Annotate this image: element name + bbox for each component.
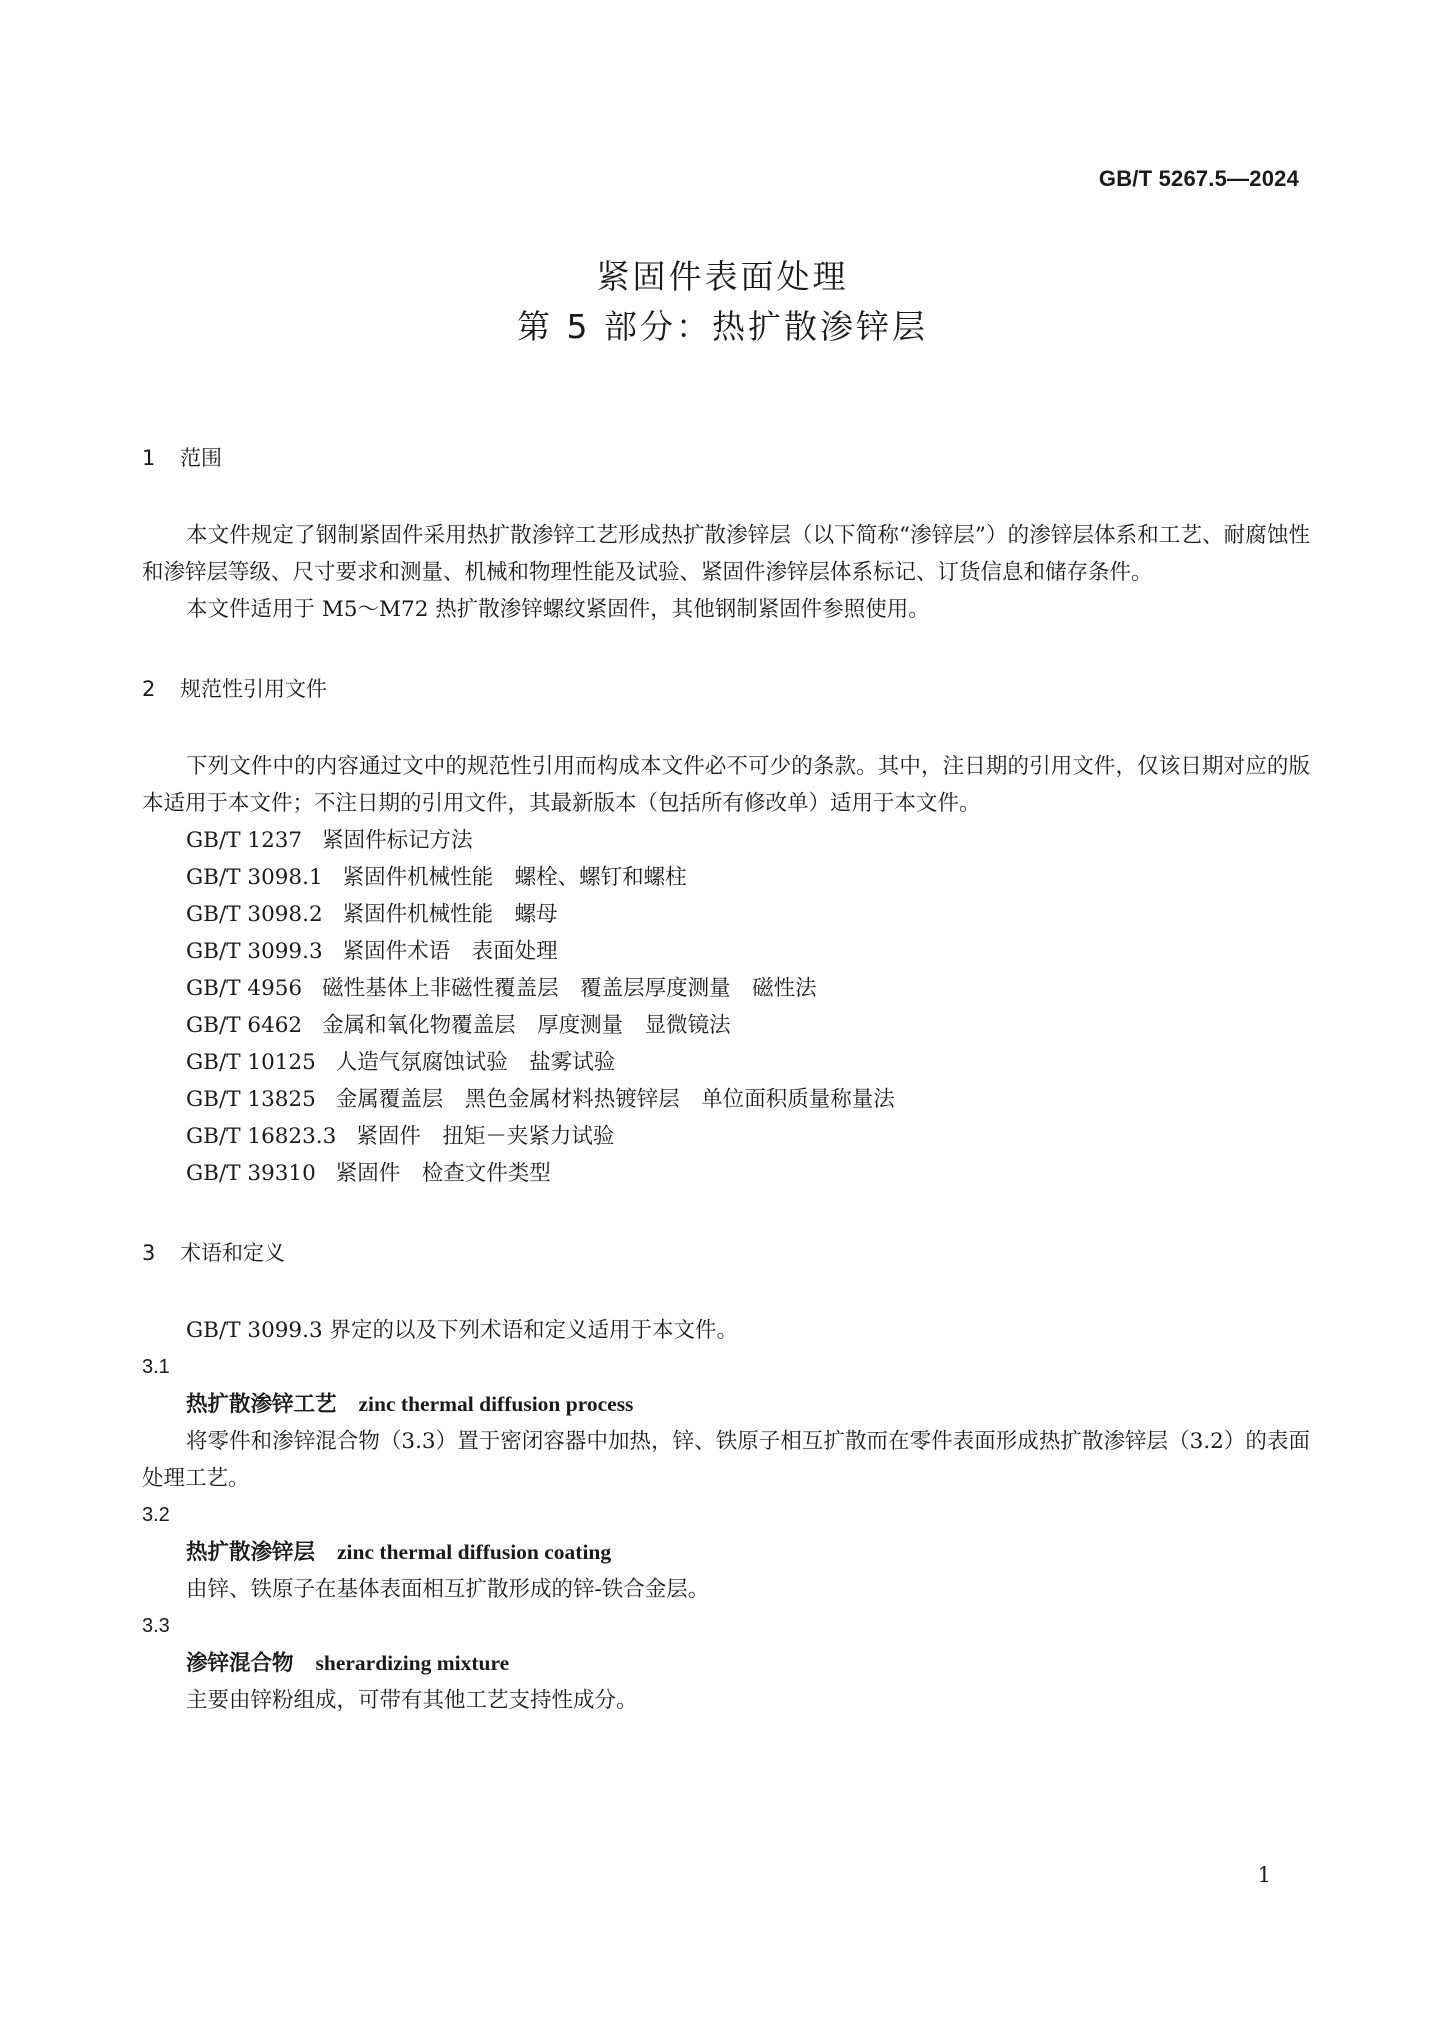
reference-title: 紧固件标记方法 — [322, 828, 473, 853]
title-line-1: 紧固件表面处理 — [596, 257, 849, 296]
reference-code: GB/T 1237 — [186, 828, 303, 853]
section-heading-normative-references — [142, 671, 1310, 708]
term-number: 3.3 — [142, 1615, 170, 1637]
reference-list — [142, 822, 1310, 1192]
reference-title: 紧固件术语 表面处理 — [342, 939, 558, 964]
reference-item — [142, 1118, 1310, 1155]
reference-code: GB/T 3098.2 — [186, 902, 323, 927]
reference-code: GB/T 10125 — [186, 1050, 316, 1075]
reference-item — [142, 1044, 1310, 1081]
section-title: 术语和定义 — [180, 1241, 285, 1265]
reference-item — [142, 1007, 1310, 1044]
section-number: 2 — [142, 677, 156, 701]
section-number: 1 — [142, 446, 156, 470]
paragraph-references-intro: 下列文件中的内容通过文中的规范性引用而构成本文件必不可少的条款。其中，注日期的引用文件，仅该日期对应的版本适用于本文件；不注日期的引用文件，其最新版本（包括所有修改单）适用于本文件。 — [142, 754, 1310, 816]
reference-code: GB/T 6462 — [186, 1013, 303, 1038]
term-definition: 由锌、铁原子在基体表面相互扩散形成的锌-铁合金层。 — [186, 1577, 710, 1602]
term-definition: 主要由锌粉组成，可带有其他工艺支持性成分。 — [186, 1688, 638, 1713]
reference-title: 磁性基体上非磁性覆盖层 覆盖层厚度测量 磁性法 — [322, 976, 817, 1001]
paragraph-scope-1: 本文件规定了钢制紧固件采用热扩散渗锌工艺形成热扩散渗锌层（以下简称“渗锌层”）的渗锌层体系和工艺、耐腐蚀性和渗锌层等级、尺寸要求和测量、机械和物理性能及试验、紧固件渗锌层体系标记、订货信息和储存条件。 — [142, 523, 1310, 585]
term-heading — [142, 1386, 1310, 1423]
reference-code: GB/T 4956 — [186, 976, 303, 1001]
reference-item — [142, 859, 1310, 896]
reference-item — [142, 822, 1310, 859]
reference-code: GB/T 13825 — [186, 1087, 316, 1112]
paragraph-terms-intro: GB/T 3099.3 界定的以及下列术语和定义适用于本文件。 — [186, 1318, 738, 1343]
reference-title: 人造气氛腐蚀试验 盐雾试验 — [335, 1050, 616, 1075]
section-heading-scope — [142, 440, 1310, 477]
section-number: 3 — [142, 1241, 156, 1265]
term-heading — [142, 1534, 1310, 1571]
section-title: 规范性引用文件 — [180, 677, 327, 701]
reference-code: GB/T 39310 — [186, 1161, 316, 1186]
term-number: 3.1 — [142, 1356, 170, 1378]
term-heading — [142, 1645, 1310, 1682]
reference-title: 紧固件 检查文件类型 — [335, 1161, 551, 1186]
term-english: sherardizing mixture — [315, 1651, 510, 1675]
reference-code: GB/T 16823.3 — [186, 1124, 337, 1149]
section-title: 范围 — [180, 446, 222, 470]
reference-code: GB/T 3098.1 — [186, 865, 323, 890]
term-entry — [142, 1608, 1310, 1719]
reference-title: 紧固件机械性能 螺母 — [342, 902, 558, 927]
reference-item — [142, 1081, 1310, 1118]
term-english: zinc thermal diffusion process — [358, 1392, 634, 1416]
section-heading-terms-definitions — [142, 1235, 1310, 1272]
reference-code: GB/T 3099.3 — [186, 939, 323, 964]
term-entry — [142, 1349, 1310, 1497]
page-number: 1 — [1257, 1863, 1271, 1887]
term-chinese: 热扩散渗锌层 — [186, 1540, 316, 1565]
reference-item — [142, 896, 1310, 933]
reference-title: 紧固件 扭矩－夹紧力试验 — [356, 1124, 615, 1149]
term-definition: 将零件和渗锌混合物（3.3）置于密闭容器中加热，锌、铁原子相互扩散而在零件表面形成热扩散渗锌层（3.2）的表面处理工艺。 — [142, 1429, 1310, 1491]
reference-title: 紧固件机械性能 螺栓、螺钉和螺柱 — [342, 865, 687, 890]
term-chinese: 渗锌混合物 — [186, 1651, 294, 1676]
standard-number: GB/T 5267.5—2024 — [1098, 166, 1299, 191]
reference-item — [142, 1155, 1310, 1192]
title-line-2: 第 5 部分：热扩散渗锌层 — [517, 307, 928, 346]
term-english: zinc thermal diffusion coating — [337, 1540, 612, 1564]
reference-title: 金属覆盖层 黑色金属材料热镀锌层 单位面积质量称量法 — [335, 1087, 895, 1112]
reference-title: 金属和氧化物覆盖层 厚度测量 显微镜法 — [322, 1013, 731, 1038]
reference-item — [142, 970, 1310, 1007]
term-entry — [142, 1497, 1310, 1608]
term-number: 3.2 — [142, 1504, 170, 1526]
document-body — [142, 440, 1310, 1719]
paragraph-scope-2: 本文件适用于 M5～M72 热扩散渗锌螺纹紧固件，其他钢制紧固件参照使用。 — [186, 597, 930, 622]
document-title — [0, 252, 1445, 352]
term-chinese: 热扩散渗锌工艺 — [186, 1392, 337, 1417]
reference-item — [142, 933, 1310, 970]
